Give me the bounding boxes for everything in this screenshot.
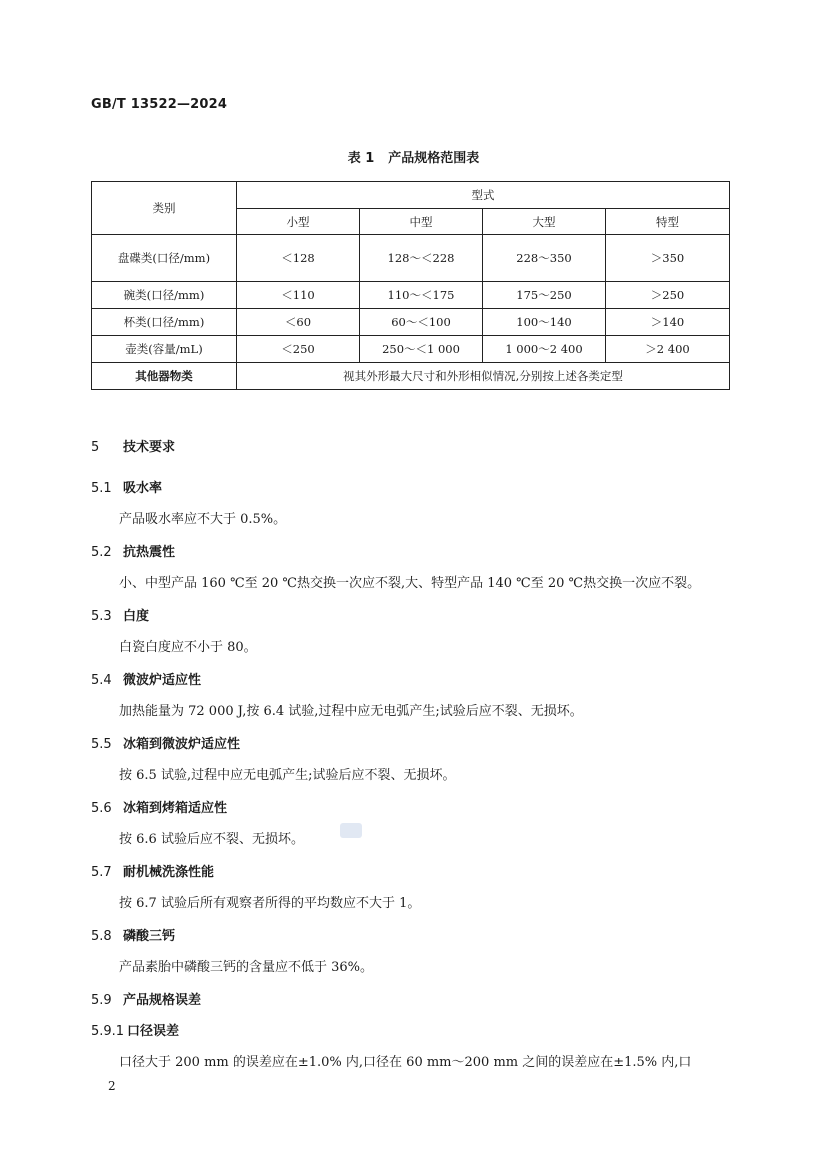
clause-heading: [91, 477, 162, 496]
clause-text: 小、中型产品 160 ℃至 20 ℃热交换一次应不裂,大、特型产品 140 ℃至 20 ℃热交换一次应不裂。: [119, 576, 701, 591]
clause-text: 白瓷白度应不小于 80。: [119, 640, 257, 655]
spec-range-table: [91, 181, 730, 390]
clause-title: 耐机械洗涤性能: [123, 865, 215, 880]
header-type-medium: 中型: [360, 209, 483, 235]
clause-heading: [91, 861, 214, 880]
header-type-large: 大型: [483, 209, 606, 235]
clause-title: 冰箱到微波炉适应性: [123, 737, 241, 752]
table-cell: ＜128: [237, 235, 360, 282]
clause-number: 5.9: [91, 993, 112, 1008]
row-category: 盘碟类(口径/mm): [92, 235, 237, 282]
clause-text: 口径大于 200 mm 的误差应在±1.0% 内,口径在 60 mm～200 mm 之间的误差应在±1.5% 内,口: [119, 1055, 692, 1070]
clause-number: 5.4: [91, 673, 112, 688]
table-caption-number: 表 1: [347, 151, 375, 166]
table-cell: 60～＜100: [360, 309, 483, 336]
clause-heading: [91, 1020, 179, 1039]
clause-text: 按 6.5 试验,过程中应无电弧产生;试验后应不裂、无损坏。: [119, 768, 456, 783]
clause-title: 磷酸三钙: [123, 929, 176, 944]
table-cell: ＞350: [606, 235, 730, 282]
clause-text: 产品素胎中磷酸三钙的含量应不低于 36%。: [119, 960, 374, 975]
clause-number: 5.6: [91, 801, 112, 816]
table-cell: 175～250: [483, 282, 606, 309]
standard-number: GB/T 13522—2024: [91, 97, 228, 112]
clause-number: 5.7: [91, 865, 112, 880]
clause-heading: [91, 733, 240, 752]
clause-title: 抗热震性: [123, 545, 176, 560]
table-cell: 128～＜228: [360, 235, 483, 282]
clause-number: 5.5: [91, 737, 112, 752]
table-cell: ＜60: [237, 309, 360, 336]
row-category-other: 其他器物类: [92, 363, 237, 390]
table-cell: 1 000～2 400: [483, 336, 606, 363]
table-row: [92, 309, 730, 336]
table-row: [92, 235, 730, 282]
table-cell: ＜250: [237, 336, 360, 363]
clause-heading: [91, 605, 149, 624]
clause-heading: [91, 541, 175, 560]
clause-title: 白度: [123, 609, 150, 624]
header-type-special: 特型: [606, 209, 730, 235]
table-caption-text: 产品规格范围表: [388, 151, 480, 166]
row-category: 碗类(口径/mm): [92, 282, 237, 309]
clause-title: 冰箱到烤箱适应性: [123, 801, 228, 816]
table-cell: ＞250: [606, 282, 730, 309]
clause-number: 5.2: [91, 545, 112, 560]
table-caption: [0, 147, 827, 166]
clause-title: 口径误差: [127, 1024, 180, 1039]
header-type: 型式: [237, 182, 730, 209]
clause-text: 按 6.7 试验后所有观察者所得的平均数应不大于 1。: [119, 896, 421, 911]
clause-text: 按 6.6 试验后应不裂、无损坏。: [119, 832, 304, 847]
table-cell: 228～350: [483, 235, 606, 282]
table-row: [92, 336, 730, 363]
clause-number: 5.8: [91, 929, 112, 944]
row-category: 壶类(容量/mL): [92, 336, 237, 363]
clause-number: 5.9.1: [91, 1024, 125, 1039]
clause-title: 微波炉适应性: [123, 673, 202, 688]
clause-number: 5.1: [91, 481, 112, 496]
table-row: [92, 282, 730, 309]
header-type-small: 小型: [237, 209, 360, 235]
section-number: 5: [91, 440, 100, 455]
section-title: 技术要求: [123, 440, 176, 455]
section-heading: [91, 436, 175, 455]
clause-heading: [91, 925, 175, 944]
table-cell: 100～140: [483, 309, 606, 336]
clause-heading: [91, 989, 201, 1008]
row-category: 杯类(口径/mm): [92, 309, 237, 336]
table-cell: ＞2 400: [606, 336, 730, 363]
clause-text: 加热能量为 72 000 J,按 6.4 试验,过程中应无电弧产生;试验后应不裂、无损坏。: [119, 704, 583, 719]
table-cell: 250～＜1 000: [360, 336, 483, 363]
clause-number: 5.3: [91, 609, 112, 624]
watermark-logo: [340, 823, 362, 838]
table-cell: ＞140: [606, 309, 730, 336]
table-cell: 110～＜175: [360, 282, 483, 309]
clause-heading: [91, 797, 227, 816]
clause-title: 吸水率: [123, 481, 163, 496]
table-cell: ＜110: [237, 282, 360, 309]
table-cell-other: 视其外形最大尺寸和外形相似情况,分别按上述各类定型: [237, 363, 730, 390]
page-number: 2: [108, 1079, 116, 1093]
clause-text: 产品吸水率应不大于 0.5%。: [119, 512, 287, 527]
clause-heading: [91, 669, 201, 688]
table-row: [92, 363, 730, 390]
clause-title: 产品规格误差: [123, 993, 202, 1008]
header-category: 类别: [92, 182, 237, 235]
